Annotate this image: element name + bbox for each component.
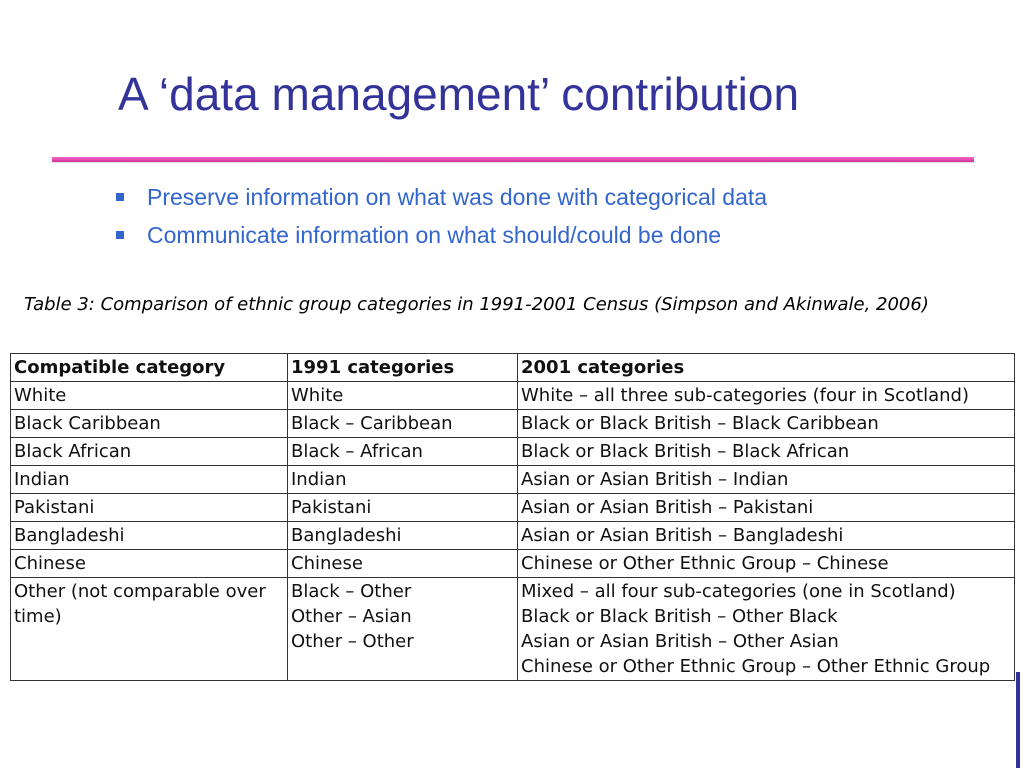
cell-2001-categories <box>518 578 1015 681</box>
table-row <box>11 382 1015 410</box>
table-row <box>11 410 1015 438</box>
table-row <box>11 466 1015 494</box>
cell-1991-categories <box>288 438 518 466</box>
category-line: Chinese <box>291 553 363 574</box>
table-row <box>11 522 1015 550</box>
table-row <box>11 550 1015 578</box>
bullet-item <box>116 178 767 216</box>
slide-edge-accent <box>1016 672 1020 768</box>
category-line: Other – Other <box>291 631 414 652</box>
cell-compatible-category: Bangladeshi <box>11 522 288 550</box>
category-line: Black – Other <box>291 581 412 602</box>
cell-2001-categories <box>518 382 1015 410</box>
category-line: Black – Caribbean <box>291 413 453 434</box>
category-line: Black or Black British – Other Black <box>521 606 838 627</box>
cell-2001-categories <box>518 410 1015 438</box>
cell-2001-categories <box>518 438 1015 466</box>
column-header-2001: 2001 categories <box>518 354 1015 382</box>
category-line: Asian or Asian British – Other Asian <box>521 631 839 652</box>
table-row <box>11 438 1015 466</box>
cell-2001-categories <box>518 522 1015 550</box>
cell-1991-categories <box>288 382 518 410</box>
cell-1991-categories <box>288 410 518 438</box>
table-caption: Table 3: Comparison of ethnic group categories in 1991-2001 Census (Simpson and Akinwale, 2006) <box>24 294 929 315</box>
category-line: Black or Black British – Black African <box>521 441 850 462</box>
slide-title: A ‘data management’ contribution <box>118 68 800 120</box>
table-body <box>11 382 1015 681</box>
cell-compatible-category: Pakistani <box>11 494 288 522</box>
table-container <box>10 353 1014 681</box>
cell-1991-categories <box>288 550 518 578</box>
category-line: Bangladeshi <box>291 525 402 546</box>
table-row <box>11 578 1015 681</box>
ethnic-group-comparison-table <box>10 353 1015 681</box>
bullet-list <box>116 178 767 254</box>
cell-1991-categories <box>288 466 518 494</box>
table-header-row <box>11 354 1015 382</box>
table-row <box>11 494 1015 522</box>
cell-compatible-category: Black African <box>11 438 288 466</box>
bullet-text: Preserve information on what was done with categorical data <box>147 183 768 210</box>
category-line: White – all three sub-categories (four in Scotland) <box>521 385 969 406</box>
cell-2001-categories <box>518 550 1015 578</box>
bullet-text: Communicate information on what should/could be done <box>147 221 722 248</box>
title-divider <box>52 157 974 162</box>
cell-1991-categories <box>288 522 518 550</box>
category-line: Black – African <box>291 441 423 462</box>
cell-1991-categories <box>288 578 518 681</box>
cell-2001-categories <box>518 466 1015 494</box>
cell-compatible-category: Indian <box>11 466 288 494</box>
category-line: Pakistani <box>291 497 372 518</box>
cell-compatible-category: Black Caribbean <box>11 410 288 438</box>
column-header-compatible: Compatible category <box>11 354 288 382</box>
category-line: Asian or Asian British – Indian <box>521 469 789 490</box>
category-line: Chinese or Other Ethnic Group – Other Ethnic Group <box>521 656 991 677</box>
category-line: Asian or Asian British – Pakistani <box>521 497 814 518</box>
cell-compatible-category: Chinese <box>11 550 288 578</box>
category-line: Mixed – all four sub-categories (one in Scotland) <box>521 581 956 602</box>
category-line: Asian or Asian British – Bangladeshi <box>521 525 844 546</box>
cell-compatible-category: White <box>11 382 288 410</box>
column-header-1991: 1991 categories <box>288 354 518 382</box>
cell-1991-categories <box>288 494 518 522</box>
category-line: Chinese or Other Ethnic Group – Chinese <box>521 553 889 574</box>
bullet-item <box>116 216 767 254</box>
cell-2001-categories <box>518 494 1015 522</box>
square-bullet-icon <box>116 193 124 201</box>
category-line: Indian <box>291 469 347 490</box>
cell-compatible-category: Other (not comparable over time) <box>11 578 288 681</box>
category-line: Black or Black British – Black Caribbean <box>521 413 879 434</box>
category-line: Other – Asian <box>291 606 412 627</box>
square-bullet-icon <box>116 231 124 239</box>
category-line: White <box>291 385 344 406</box>
